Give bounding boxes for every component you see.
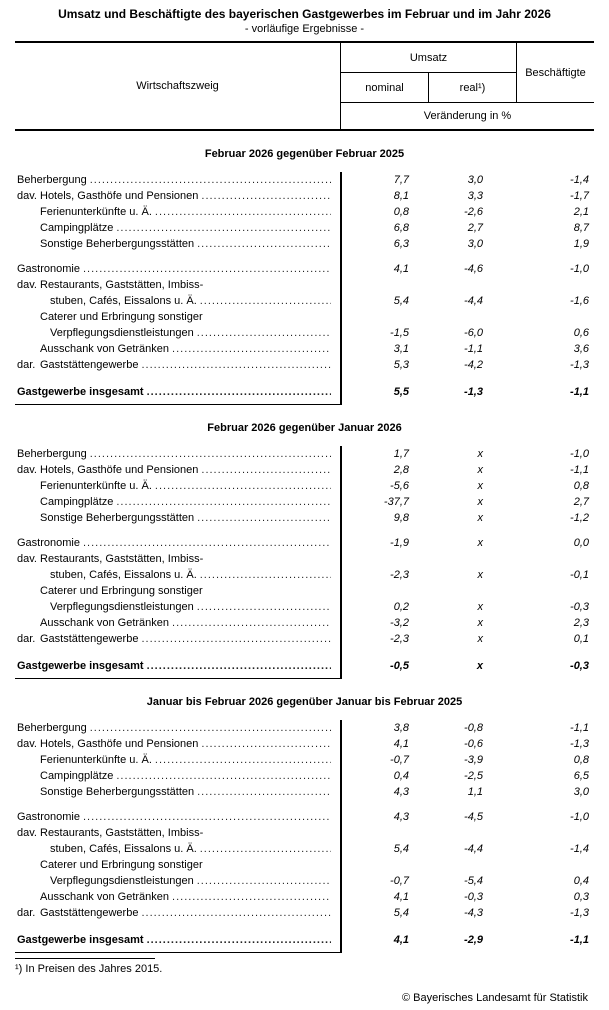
row-label-cell xyxy=(15,172,340,188)
value-nominal: 7,7 xyxy=(393,174,409,186)
row-label-cell xyxy=(15,932,340,948)
value-beschaeftigte: 3,0 xyxy=(573,786,589,798)
row-label: stuben, Cafés, Eissalons u. Ä. xyxy=(50,569,197,581)
table-row xyxy=(15,325,594,341)
row-label: stuben, Cafés, Eissalons u. Ä. xyxy=(50,843,197,855)
row-label: Restaurants, Gaststätten, Imbiss- xyxy=(40,279,204,291)
row-label-cell xyxy=(15,236,340,252)
value-beschaeftigte: -1,2 xyxy=(570,512,589,524)
value-beschaeftigte: 0,0 xyxy=(573,537,589,549)
row-label: Hotels, Gasthöfe und Pensionen xyxy=(40,464,199,476)
row-label: stuben, Cafés, Eissalons u. Ä. xyxy=(50,295,197,307)
table-row xyxy=(15,658,594,674)
value-beschaeftigte: 0,3 xyxy=(573,891,589,903)
value-beschaeftigte: 8,7 xyxy=(573,222,589,234)
value-real: 3,0 xyxy=(467,238,483,250)
value-nominal: 4,1 xyxy=(393,891,409,903)
value-nominal: -3,2 xyxy=(390,617,409,629)
row-label-cell xyxy=(15,494,340,510)
dot-leader xyxy=(90,446,331,462)
value-beschaeftigte: -1,3 xyxy=(570,907,589,919)
table-row xyxy=(15,341,594,357)
row-label: Verpflegungsdienstleistungen xyxy=(50,601,194,613)
dot-leader xyxy=(155,752,331,768)
dot-leader xyxy=(197,325,331,341)
value-real: x xyxy=(477,512,483,524)
value-nominal: -5,6 xyxy=(390,480,409,492)
row-prefix: dav. xyxy=(17,190,37,202)
dot-leader xyxy=(201,188,331,204)
row-label-cell xyxy=(15,857,340,873)
dot-leader xyxy=(116,768,331,784)
dot-leader xyxy=(197,236,331,252)
row-label: Gaststättengewerbe xyxy=(40,633,139,645)
dot-leader xyxy=(197,784,331,800)
value-beschaeftigte: -1,1 xyxy=(570,386,589,398)
table-row xyxy=(15,905,594,921)
value-real: x xyxy=(477,496,483,508)
row-label: Beherbergung xyxy=(17,722,87,734)
table-row xyxy=(15,478,594,494)
value-nominal: -1,5 xyxy=(390,327,409,339)
value-real: x xyxy=(477,617,483,629)
value-nominal: 4,1 xyxy=(393,738,409,750)
value-nominal: 0,8 xyxy=(393,206,409,218)
row-label-cell xyxy=(15,752,340,768)
row-label-cell xyxy=(15,277,340,293)
table-row xyxy=(15,551,594,567)
row-prefix: dav. xyxy=(17,553,37,565)
row-prefix: dar. xyxy=(17,359,36,371)
value-nominal: 8,1 xyxy=(393,190,409,202)
table-row xyxy=(15,889,594,905)
table-row xyxy=(15,752,594,768)
dot-leader xyxy=(83,809,331,825)
value-real: -5,4 xyxy=(464,875,483,887)
page-title: Umsatz und Beschäftigte des bayerischen Gastgewerbes im Februar und im Jahr 2026 xyxy=(58,7,551,21)
value-nominal: 3,8 xyxy=(393,722,409,734)
row-label: Gastgewerbe insgesamt xyxy=(17,386,144,398)
value-nominal: -0,5 xyxy=(390,660,409,672)
row-label: Caterer und Erbringung sonstiger xyxy=(40,585,203,597)
value-nominal: -0,7 xyxy=(390,754,409,766)
value-real: x xyxy=(477,480,483,492)
row-label-cell xyxy=(15,873,340,889)
row-label: Ferienunterkünfte u. Ä. xyxy=(40,754,152,766)
dot-leader xyxy=(200,293,331,309)
row-label: Verpflegungsdienstleistungen xyxy=(50,327,194,339)
header-values-block xyxy=(340,43,594,129)
table-row xyxy=(15,220,594,236)
row-label-cell xyxy=(15,736,340,752)
row-label: Sonstige Beherbergungsstätten xyxy=(40,512,195,524)
value-real: 2,7 xyxy=(467,222,483,234)
table-row xyxy=(15,494,594,510)
value-nominal: 5,4 xyxy=(393,907,409,919)
header-nominal: nominal xyxy=(365,81,404,94)
value-nominal: 4,3 xyxy=(393,811,409,823)
value-nominal: -2,3 xyxy=(390,569,409,581)
row-label-cell xyxy=(15,889,340,905)
row-prefix: dar. xyxy=(17,907,36,919)
column-header-table xyxy=(15,41,594,131)
section-feb2026-vs-feb2025 xyxy=(15,147,594,405)
table-row xyxy=(15,599,594,615)
value-beschaeftigte: -1,3 xyxy=(570,359,589,371)
value-beschaeftigte: -1,0 xyxy=(570,811,589,823)
value-real: -4,4 xyxy=(464,843,483,855)
value-beschaeftigte: 0,1 xyxy=(573,633,589,645)
table-row xyxy=(15,510,594,526)
dot-leader xyxy=(172,615,331,631)
table-row xyxy=(15,631,594,647)
row-label: Gastgewerbe insgesamt xyxy=(17,934,144,946)
table-row xyxy=(15,809,594,825)
value-real: x xyxy=(477,537,483,549)
value-real: -3,9 xyxy=(464,754,483,766)
row-label: Restaurants, Gaststätten, Imbiss- xyxy=(40,553,204,565)
section-title: Februar 2026 gegenüber Januar 2026 xyxy=(207,422,402,434)
value-beschaeftigte: -1,0 xyxy=(570,263,589,275)
row-label-cell xyxy=(15,905,340,921)
row-prefix: dav. xyxy=(17,738,37,750)
dot-leader xyxy=(147,658,331,674)
table-row xyxy=(15,446,594,462)
section-table xyxy=(15,720,594,953)
row-label-cell xyxy=(15,188,340,204)
row-label-cell xyxy=(15,261,340,277)
row-label-cell xyxy=(15,510,340,526)
dot-leader xyxy=(197,873,331,889)
dot-leader xyxy=(201,736,331,752)
value-real: x xyxy=(477,601,483,613)
dot-leader xyxy=(141,631,331,647)
table-row xyxy=(15,736,594,752)
value-beschaeftigte: 6,5 xyxy=(573,770,589,782)
table-row xyxy=(15,873,594,889)
value-beschaeftigte: -1,1 xyxy=(570,722,589,734)
row-label-cell xyxy=(15,357,340,373)
value-nominal: 6,3 xyxy=(393,238,409,250)
table-row xyxy=(15,236,594,252)
row-label-cell xyxy=(15,384,340,400)
dot-leader xyxy=(197,510,331,526)
row-label: Gastgewerbe insgesamt xyxy=(17,660,144,672)
table-row xyxy=(15,615,594,631)
value-beschaeftigte: -1,0 xyxy=(570,448,589,460)
value-beschaeftigte: -0,3 xyxy=(570,601,589,613)
value-nominal: 4,3 xyxy=(393,786,409,798)
row-label: Hotels, Gasthöfe und Pensionen xyxy=(40,738,199,750)
value-beschaeftigte: -1,1 xyxy=(570,934,589,946)
value-beschaeftigte: 0,6 xyxy=(573,327,589,339)
row-label: Sonstige Beherbergungsstätten xyxy=(40,238,195,250)
value-real: x xyxy=(477,569,483,581)
row-label: Ausschank von Getränken xyxy=(40,891,170,903)
section-table xyxy=(15,172,594,405)
row-label: Hotels, Gasthöfe und Pensionen xyxy=(40,190,199,202)
header-upper-band xyxy=(341,43,594,102)
dot-leader xyxy=(116,494,331,510)
value-nominal: 5,3 xyxy=(393,359,409,371)
row-label: Sonstige Beherbergungsstätten xyxy=(40,786,195,798)
value-real: -0,8 xyxy=(464,722,483,734)
dot-leader xyxy=(83,261,331,277)
dot-leader xyxy=(90,720,331,736)
row-label-cell xyxy=(15,841,340,857)
dot-leader xyxy=(201,462,331,478)
dot-leader xyxy=(200,841,331,857)
table-row xyxy=(15,309,594,325)
table-row xyxy=(15,357,594,373)
table-row xyxy=(15,204,594,220)
dot-leader xyxy=(141,905,331,921)
dot-leader xyxy=(90,172,331,188)
value-beschaeftigte: -1,7 xyxy=(570,190,589,202)
row-label: Beherbergung xyxy=(17,448,87,460)
section-feb2026-vs-jan2026 xyxy=(15,421,594,679)
row-prefix: dav. xyxy=(17,464,37,476)
section-title: Februar 2026 gegenüber Februar 2025 xyxy=(204,148,405,160)
header-real: real¹) xyxy=(428,73,516,102)
footnote-separator xyxy=(15,958,155,959)
value-nominal: 0,2 xyxy=(393,601,409,613)
page-subtitle: - vorläufige Ergebnisse - xyxy=(244,23,365,35)
header-beschaeftigte: Beschäftigte xyxy=(516,43,594,102)
row-label-cell xyxy=(15,325,340,341)
row-label: Ferienunterkünfte u. Ä. xyxy=(40,480,152,492)
row-label-cell xyxy=(15,220,340,236)
dot-leader xyxy=(83,535,331,551)
row-label-cell xyxy=(15,567,340,583)
row-label-cell xyxy=(15,720,340,736)
table-row xyxy=(15,384,594,400)
value-nominal: 9,8 xyxy=(393,512,409,524)
row-label: Caterer und Erbringung sonstiger xyxy=(40,859,203,871)
row-label-cell xyxy=(15,341,340,357)
table-row xyxy=(15,261,594,277)
value-nominal: 0,4 xyxy=(393,770,409,782)
value-real: x xyxy=(477,464,483,476)
value-beschaeftigte: -0,1 xyxy=(570,569,589,581)
value-real: -1,3 xyxy=(464,386,483,398)
row-label: Ausschank von Getränken xyxy=(40,617,170,629)
row-label-cell xyxy=(15,825,340,841)
dot-leader xyxy=(200,567,331,583)
value-beschaeftigte: -0,3 xyxy=(570,660,589,672)
table-row xyxy=(15,535,594,551)
dot-leader xyxy=(147,932,331,948)
row-label-cell xyxy=(15,478,340,494)
table-row xyxy=(15,293,594,309)
row-label-cell xyxy=(15,583,340,599)
value-real: -4,4 xyxy=(464,295,483,307)
row-label-cell xyxy=(15,309,340,325)
copyright-notice: © Bayerisches Landesamt für Statistik xyxy=(401,992,588,1004)
value-nominal: -37,7 xyxy=(383,496,409,508)
value-real: -1,1 xyxy=(464,343,483,355)
table-row xyxy=(15,567,594,583)
value-real: x xyxy=(477,633,483,645)
row-label-cell xyxy=(15,809,340,825)
value-nominal: 2,8 xyxy=(393,464,409,476)
table-row xyxy=(15,768,594,784)
table-row xyxy=(15,583,594,599)
value-beschaeftigte: 0,8 xyxy=(573,754,589,766)
section-jan-feb2026-vs-jan-feb2025 xyxy=(15,695,594,953)
value-beschaeftigte: 0,4 xyxy=(573,875,589,887)
value-nominal: -1,9 xyxy=(390,537,409,549)
footnote-block xyxy=(15,958,609,977)
row-label-cell xyxy=(15,535,340,551)
value-real: -2,9 xyxy=(464,934,483,946)
header-umsatz-block xyxy=(341,43,516,102)
row-label: Restaurants, Gaststätten, Imbiss- xyxy=(40,827,204,839)
row-label: Gaststättengewerbe xyxy=(40,907,139,919)
value-real: -4,6 xyxy=(464,263,483,275)
value-beschaeftigte: 0,8 xyxy=(573,480,589,492)
value-beschaeftigte: -1,6 xyxy=(570,295,589,307)
value-beschaeftigte: -1,1 xyxy=(570,464,589,476)
value-real: -0,3 xyxy=(464,891,483,903)
row-label: Campingplätze xyxy=(40,496,114,508)
row-label-cell xyxy=(15,631,340,647)
table-row xyxy=(15,857,594,873)
value-nominal: 4,1 xyxy=(393,934,409,946)
value-nominal: 6,8 xyxy=(393,222,409,234)
value-real: 1,1 xyxy=(467,786,483,798)
value-real: -2,6 xyxy=(464,206,483,218)
value-real: -4,5 xyxy=(464,811,483,823)
value-real: x xyxy=(476,660,483,672)
row-label: Gastronomie xyxy=(17,263,80,275)
row-label: Beherbergung xyxy=(17,174,87,186)
row-label: Ausschank von Getränken xyxy=(40,343,170,355)
table-row xyxy=(15,932,594,948)
table-row xyxy=(15,462,594,478)
section-title: Januar bis Februar 2026 gegenüber Januar bis Februar 2025 xyxy=(146,696,463,708)
table-row xyxy=(15,841,594,857)
table-row xyxy=(15,277,594,293)
value-nominal: -2,3 xyxy=(390,633,409,645)
row-label-cell xyxy=(15,462,340,478)
row-label: Campingplätze xyxy=(40,222,114,234)
dot-leader xyxy=(172,889,331,905)
value-beschaeftigte: 2,3 xyxy=(573,617,589,629)
row-label-cell xyxy=(15,551,340,567)
row-label-cell xyxy=(15,768,340,784)
section-table xyxy=(15,446,594,679)
row-label-cell xyxy=(15,446,340,462)
table-row xyxy=(15,825,594,841)
row-label: Campingplätze xyxy=(40,770,114,782)
row-label: Caterer und Erbringung sonstiger xyxy=(40,311,203,323)
header-unit-row: Veränderung in % xyxy=(341,102,594,129)
value-beschaeftigte: 1,9 xyxy=(573,238,589,250)
row-label: Gaststättengewerbe xyxy=(40,359,139,371)
value-real: x xyxy=(477,448,483,460)
value-beschaeftigte: 2,1 xyxy=(573,206,589,218)
dot-leader xyxy=(155,478,331,494)
value-real: -2,5 xyxy=(464,770,483,782)
footnote-text: ¹) In Preisen des Jahres 2015. xyxy=(15,963,163,975)
value-real: 3,0 xyxy=(467,174,483,186)
dot-leader xyxy=(141,357,331,373)
row-label-cell xyxy=(15,293,340,309)
header-umsatz: Umsatz xyxy=(409,51,448,64)
table-row xyxy=(15,784,594,800)
row-label-cell xyxy=(15,204,340,220)
value-nominal: 1,7 xyxy=(393,448,409,460)
value-beschaeftigte: 2,7 xyxy=(573,496,589,508)
value-beschaeftigte: -1,4 xyxy=(570,843,589,855)
value-real: -4,2 xyxy=(464,359,483,371)
row-label-cell xyxy=(15,599,340,615)
table-row xyxy=(15,720,594,736)
value-beschaeftigte: -1,4 xyxy=(570,174,589,186)
value-nominal: 5,5 xyxy=(393,386,409,398)
dot-leader xyxy=(147,384,331,400)
header-nominal-real-row xyxy=(341,72,516,102)
value-real: -4,3 xyxy=(464,907,483,919)
dot-leader xyxy=(172,341,331,357)
row-prefix: dar. xyxy=(17,633,36,645)
value-beschaeftigte: 3,6 xyxy=(573,343,589,355)
row-prefix: dav. xyxy=(17,279,37,291)
value-nominal: 5,4 xyxy=(393,843,409,855)
row-label-cell xyxy=(15,658,340,674)
row-label: Gastronomie xyxy=(17,811,80,823)
dot-leader xyxy=(116,220,331,236)
row-label-cell xyxy=(15,615,340,631)
value-nominal: 4,1 xyxy=(393,263,409,275)
table-row xyxy=(15,172,594,188)
value-real: -6,0 xyxy=(464,327,483,339)
row-label: Gastronomie xyxy=(17,537,80,549)
row-label: Verpflegungsdienstleistungen xyxy=(50,875,194,887)
value-beschaeftigte: -1,3 xyxy=(570,738,589,750)
value-nominal: 5,4 xyxy=(393,295,409,307)
row-label: Ferienunterkünfte u. Ä. xyxy=(40,206,152,218)
value-nominal: -0,7 xyxy=(390,875,409,887)
dot-leader xyxy=(197,599,331,615)
row-label-cell xyxy=(15,784,340,800)
dot-leader xyxy=(155,204,331,220)
value-nominal: 3,1 xyxy=(393,343,409,355)
header-wirtschaftszweig: Wirtschaftszweig xyxy=(136,80,219,92)
value-real: 3,3 xyxy=(467,190,483,202)
table-row xyxy=(15,188,594,204)
row-prefix: dav. xyxy=(17,827,37,839)
value-real: -0,6 xyxy=(464,738,483,750)
